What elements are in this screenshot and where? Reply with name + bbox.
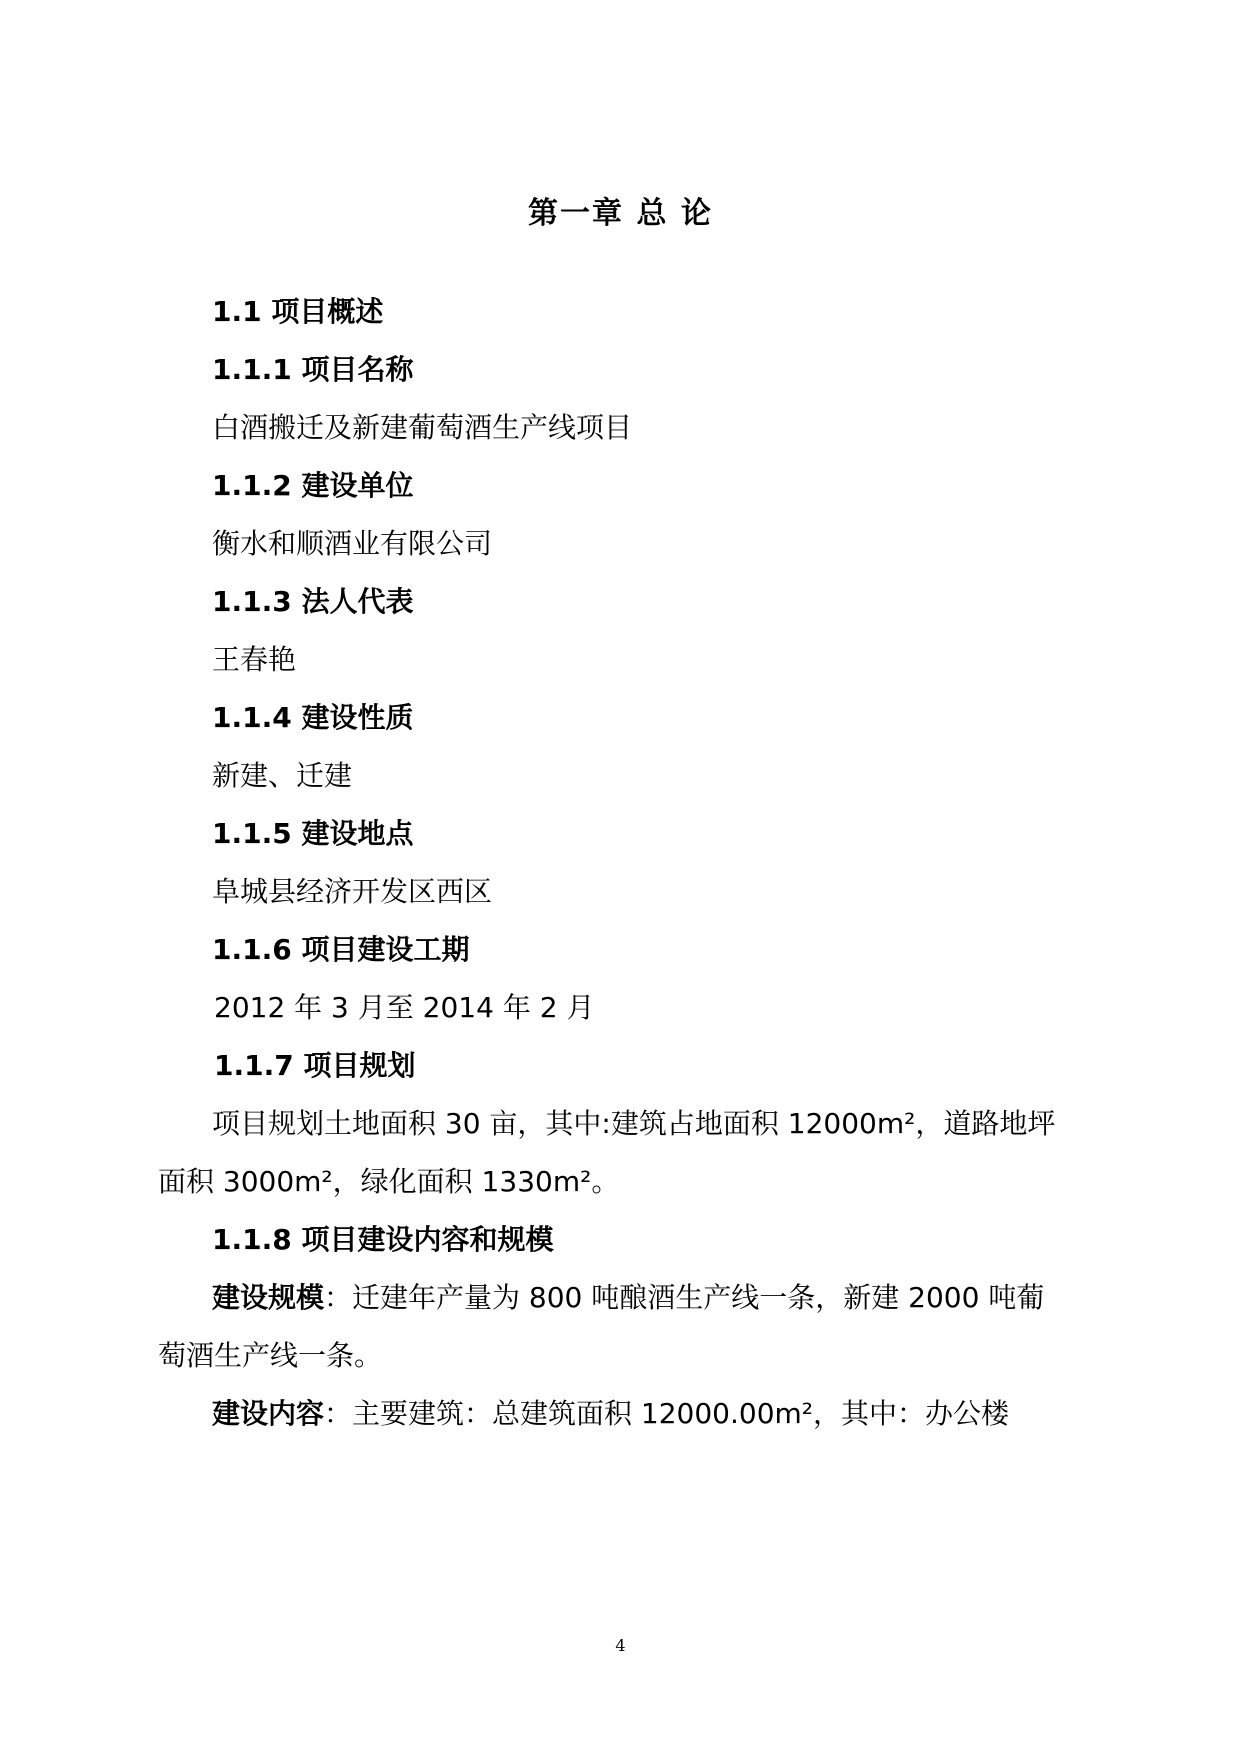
heading-construction-unit: 1.1.2 建设单位 <box>212 469 414 502</box>
text-construction-site: 阜城县经济开发区西区 <box>212 875 493 908</box>
heading-legal-representative: 1.1.3 法人代表 <box>212 585 414 618</box>
heading-construction-site: 1.1.5 建设地点 <box>212 817 414 850</box>
text-construction-unit: 衡水和顺酒业有限公司 <box>212 527 493 560</box>
label-construction-scale: 建设规模 <box>212 1281 325 1314</box>
text-project-planning-line1: 项目规划土地面积 30 亩，其中:建筑占地面积 12000m²，道路地坪 <box>212 1107 1056 1140</box>
text-project-name: 白酒搬迁及新建葡萄酒生产线项目 <box>212 411 633 444</box>
text-legal-representative: 王春艳 <box>212 643 297 676</box>
text-construction-nature: 新建、迁建 <box>212 759 353 792</box>
heading-project-name: 1.1.1 项目名称 <box>212 353 414 386</box>
text-construction-scale-line2: 萄酒生产线一条。 <box>158 1339 383 1372</box>
label-construction-content: 建设内容 <box>212 1397 325 1430</box>
heading-construction-nature: 1.1.4 建设性质 <box>212 701 414 734</box>
section-heading-1-1: 1.1 项目概述 <box>212 295 384 328</box>
text-project-planning-line2: 面积 3000m²，绿化面积 1330m²。 <box>158 1165 620 1198</box>
text-construction-content-line1: ：主要建筑：总建筑面积 12000.00m²，其中：办公楼 <box>324 1397 1010 1430</box>
paragraph-construction-content-line1 <box>212 1392 1009 1432</box>
page-number: 4 <box>615 1636 626 1655</box>
heading-project-planning: 1.1.7 项目规划 <box>214 1049 416 1082</box>
heading-construction-content-scale: 1.1.8 项目建设内容和规模 <box>212 1223 554 1256</box>
heading-construction-period: 1.1.6 项目建设工期 <box>212 933 470 966</box>
text-construction-scale-line1: ：迁建年产量为 800 吨酿酒生产线一条，新建 2000 吨葡 <box>324 1281 1045 1314</box>
paragraph-construction-scale-line1 <box>212 1276 1044 1316</box>
chapter-title: 第一章 总 论 <box>528 196 713 231</box>
text-construction-period: 2012 年 3 月至 2014 年 2 月 <box>214 991 595 1024</box>
